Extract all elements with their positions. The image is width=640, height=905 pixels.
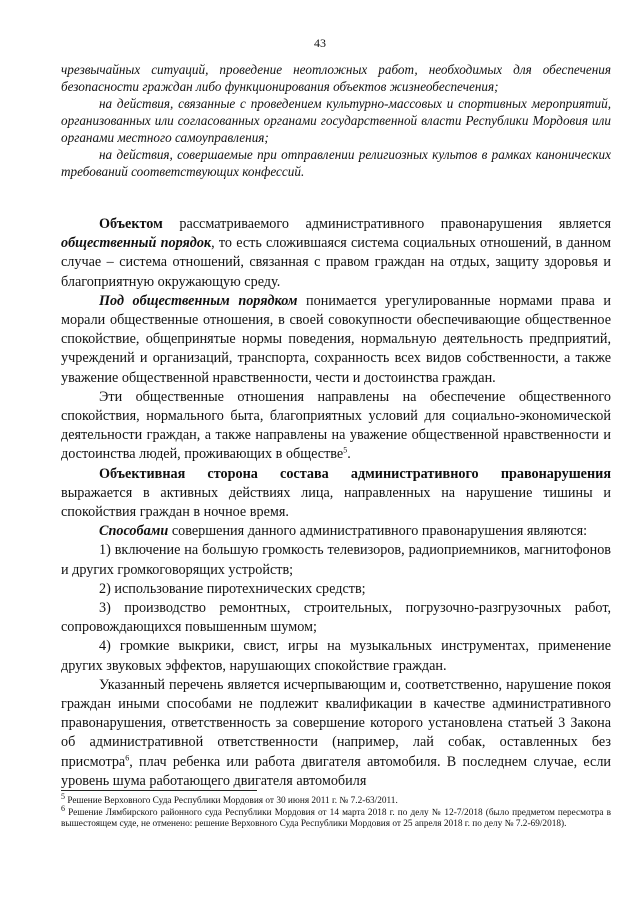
intro-italic-block bbox=[61, 61, 611, 180]
footnote-6: $^6$ Решение Лямбирского районного суда Республики Мордовия от 14 марта 2018 г. по делу № 12-7/2018 (было предметом пересмотра в вышестоящем суде, не отменено: решение Верховного Суда Республики Мордовия от 25 апреля 2018 г. по делу № 7.2-69/2018). bbox=[61, 803, 611, 830]
page-number: 43 bbox=[314, 36, 326, 50]
order-term: Под общественным порядком bbox=[99, 292, 298, 309]
objective-side-paragraph: Объективная сторона состава административного правонарушения выражается в активных действиях лица, направленных на нарушение тишины и спокойствия граждан в ночное время. bbox=[61, 465, 611, 521]
list-item: 1) включение на большую громкость телевизоров, радиоприемников, магнитофонов и других громкоговорящих устройств; bbox=[61, 542, 611, 578]
main-text-block bbox=[61, 215, 611, 791]
list-item: 2) использование пиротехнических средств; bbox=[99, 580, 366, 597]
methods-paragraph: Способами совершения данного административного правонарушения являются: bbox=[99, 523, 588, 540]
footnotes-block bbox=[61, 791, 611, 831]
objective-side-term: Объективная сторона состава административного правонарушения bbox=[99, 465, 611, 482]
final-paragraph: Указанный перечень является исчерпывающим и, соответственно, нарушение покоя граждан иными способами не подлежит квалификации в качестве административного правонарушения, ответственность за совершение которого установлена статьей 3 Закона об административной ответственности (например, лай собак, оставленных без присмотра$^6$, плач ребенка или работа двигателя автомобиля. В последнем случае, если уровень шума работающего двигателя автомобиля bbox=[61, 676, 611, 789]
list-item: 4) громкие выкрики, свист, игры на музыкальных инструментах, применение других звуковых эффектов, нарушающих спокойствие граждан. bbox=[61, 638, 611, 674]
list-item: 3) производство ремонтных, строительных, погрузочно-разгрузочных работ, сопровождающихся повышенным шумом; bbox=[61, 600, 611, 636]
footnote-ref-5: 5 bbox=[343, 445, 348, 455]
object-term: Объектом bbox=[99, 216, 163, 232]
intro-paragraph-1: чрезвычайных ситуаций, проведение неотложных работ, необходимых для обеспечения безопасности граждан либо функционирования объектов жизнеобеспечения; bbox=[61, 62, 611, 94]
methods-term: Способами bbox=[99, 523, 169, 540]
footnote-5: $^5$ Решение Верховного Суда Республики Мордовия от 30 июня 2011 г. № 7.2-63/2011. bbox=[61, 791, 398, 806]
intro-paragraph-3: на действия, совершаемые при отправлении религиозных культов в рамках канонических требований соответствующих конфессий. bbox=[61, 147, 611, 179]
footnote-divider bbox=[61, 790, 257, 791]
relations-paragraph: Эти общественные отношения направлены на обеспечение общественного спокойствия, нормального быта, благоприятных условий для социально-экономической деятельности граждан, а также направлены на уважение общественной нравственности и достоинства людей, проживающих в обществе$^5$. bbox=[61, 388, 611, 463]
object-paragraph: Объектом рассматриваемого административного правонарушения является общественный порядок, то есть сложившаяся система социальных отношений, в данном случае – система отношений, связанная с правом граждан на отдых, защиту здоровья и благоприятную окружающую среду. bbox=[61, 216, 611, 290]
public-order-term: общественный порядок bbox=[61, 235, 212, 252]
intro-paragraph-2: на действия, связанные с проведением культурно-массовых и спортивных мероприятий, организованных или согласованных органами государственной власти Республики Мордовия или органами местного самоуправления; bbox=[61, 96, 611, 145]
footnote-ref-6: 6 bbox=[125, 752, 130, 762]
order-definition-paragraph: Под общественным порядком понимается урегулированные нормами права и морали общественные отношения, в своей совокупности обеспечивающие общественное спокойствие, общепринятые нормы поведения, нормальную деятельность предприятий, учреждений и организаций, транспорта, сохранность всех видов собственности, а также уважение общественной нравственности, чести и достоинства граждан. bbox=[61, 292, 611, 386]
